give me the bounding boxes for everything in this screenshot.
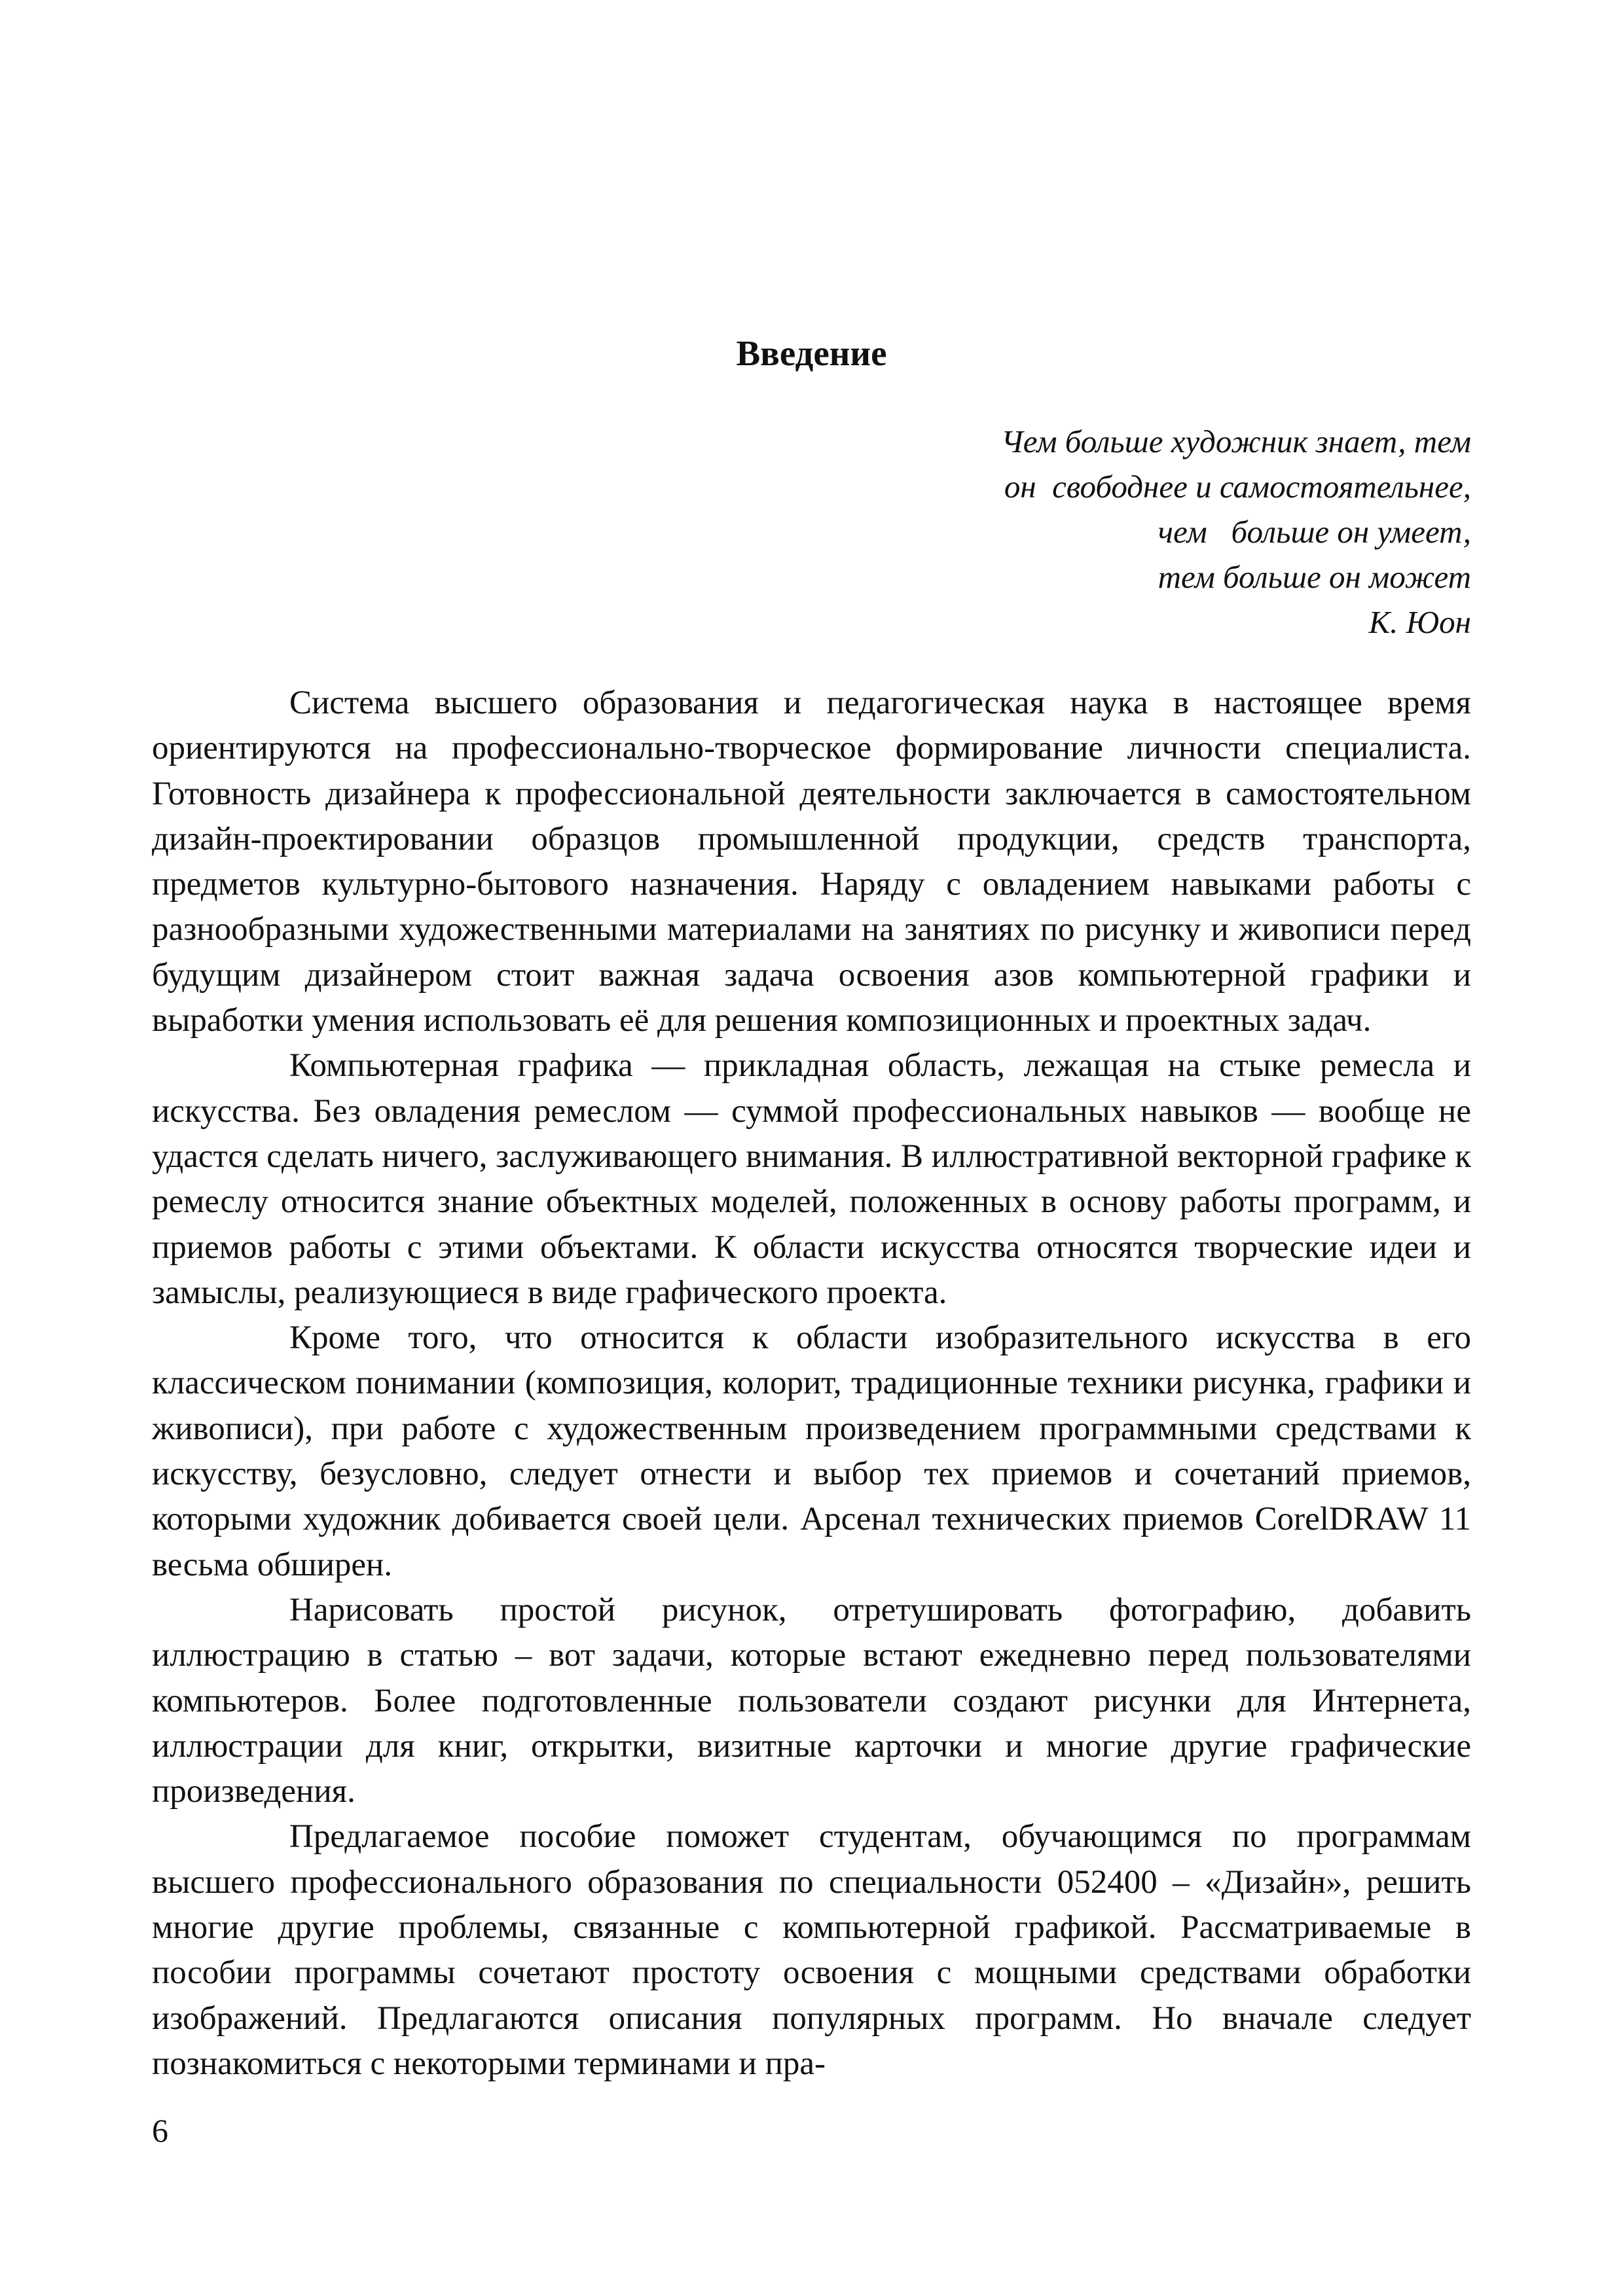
epigraph-line: Чем больше художник знает, тем — [1000, 423, 1471, 459]
paragraph: Компьютерная графика — прикладная область, лежащая на стыке ремесла и искусства. Без овладения ремеслом — суммой профессиональных навыков — вообще не удастся сделать ничего, заслуживающего внимания. В иллюстративной векторной графике к ремеслу относится знание объектных моделей, положенных в основу работы программ, и приемов работы с этими объектами. К области искусства относятся творческие идеи и замыслы, реализующиеся в виде графического проекта. — [152, 1047, 1471, 1311]
epigraph-line: он свободнее и самостоятельнее, — [1004, 469, 1471, 505]
paragraph: Кроме того, что относится к области изобразительного искусства в его классическом понимании (композиция, колорит, традиционные техники рисунка, графики и живописи), при работе с художественным произведением программными средствами к искусству, безусловно, следует отнести и выбор тех приемов и сочетаний приемов, которыми художник добивается своей цели. Арсенал технических приемов CorelDRAW 11 весьма обширен. — [152, 1319, 1471, 1583]
body-text — [152, 681, 1471, 2087]
paragraph: Нарисовать простой рисунок, отретушировать фотографию, добавить иллюстрацию в статью – вот задачи, которые встают ежедневно перед пользователями компьютеров. Более подготовленные пользователи создают рисунки для Интернета, иллюстрации для книг, открытки, визитные карточки и многие другие графические произведения. — [152, 1591, 1471, 1810]
epigraph — [1001, 419, 1471, 645]
epigraph-author: К. Юон — [1368, 604, 1471, 640]
page-title: Введение — [736, 333, 887, 373]
paragraph: Система высшего образования и педагогическая наука в настоящее время ориентируются на профессионально-творческое формирование личности специалиста. Готовность дизайнера к профессиональной деятельности заключается в самостоятельном дизайн-проектировании образцов промышленной продукции, средств транспорта, предметов культурно-бытового назначения. Наряду с овладением навыками работы с разнообразными художественными материалами на занятиях по рисунку и живописи перед будущим дизайнером стоит важная задача освоения азов компьютерной графики и выработки умения использовать её для решения композиционных и проектных задач. — [152, 685, 1471, 1039]
epigraph-line: чем больше он умеет, — [1158, 514, 1471, 550]
paragraph: Предлагаемое пособие поможет студентам, обучающимся по программам высшего профессионального образования по специальности 052400 – «Дизайн», решить многие другие проблемы, связанные с компьютерной графикой. Рассматриваемые в пособии программы сочетают простоту освоения с мощными средствами обработки изображений. Предлагаются описания популярных программ. Но вначале следует познакомиться с некоторыми терминами и пра- — [152, 1818, 1471, 2082]
page-number: 6 — [152, 2112, 168, 2149]
epigraph-line: тем больше он может — [1158, 559, 1471, 595]
